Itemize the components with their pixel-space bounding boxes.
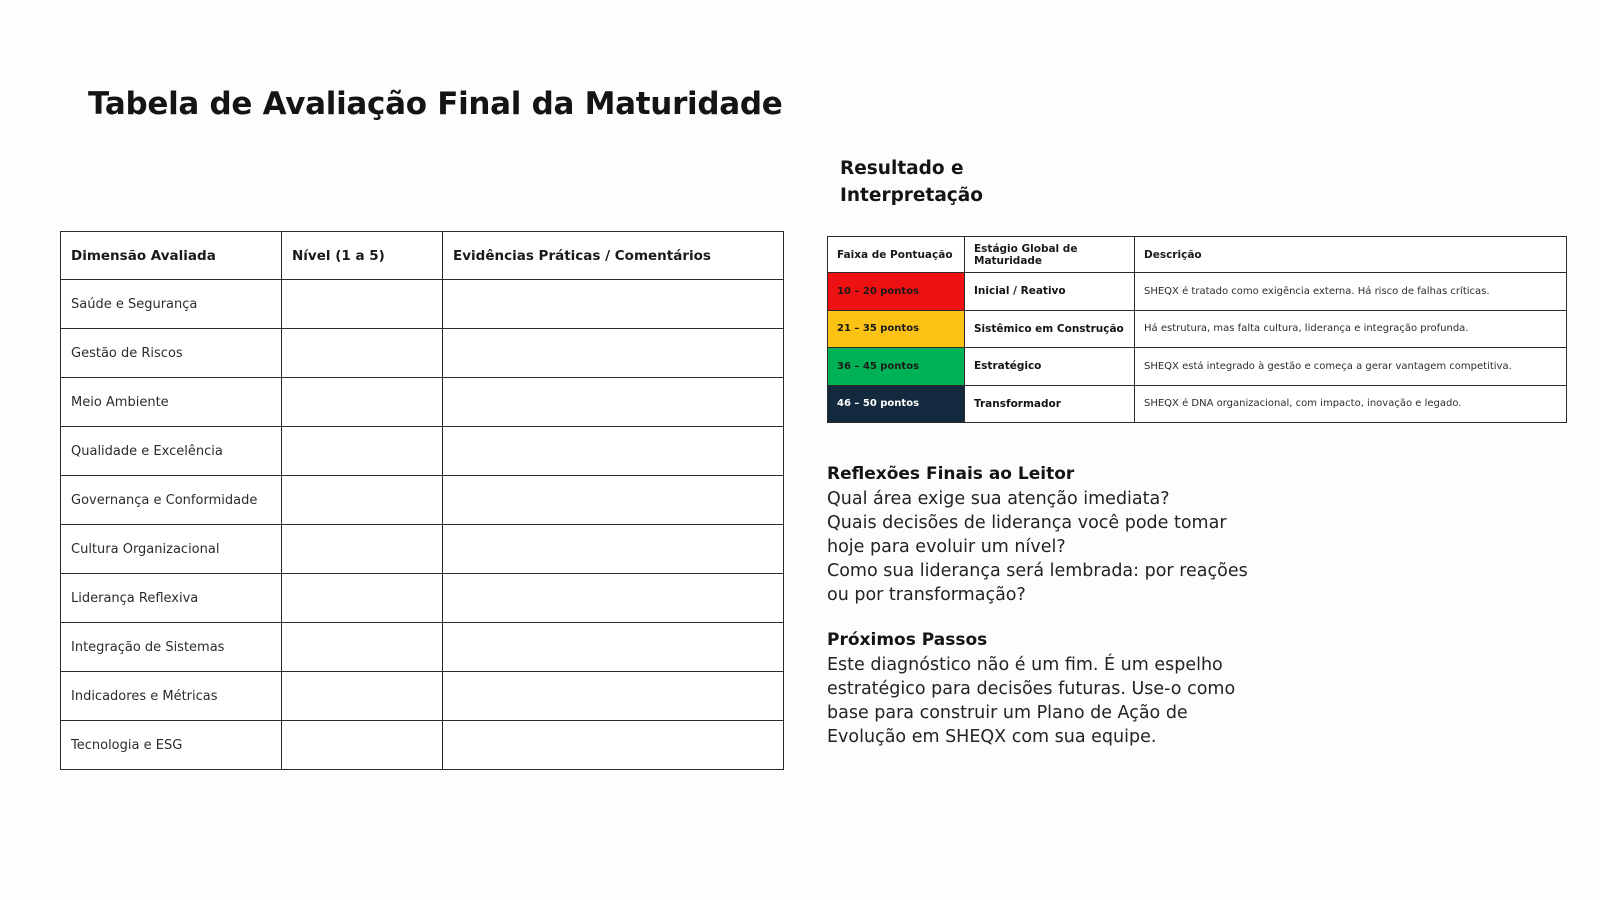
maturity-table-header-row (61, 232, 784, 280)
cell-evidence-input[interactable] (443, 378, 784, 427)
result-heading-line-2: Interpretação (840, 185, 983, 206)
header-band: Faixa de Pontuação (828, 237, 965, 273)
scoring-table (827, 236, 1567, 423)
cell-stage-description: SHEQX é tratado como exigência externa. Há risco de falhas críticas. (1135, 273, 1567, 311)
reflections-lines (827, 487, 1263, 607)
table-row (828, 348, 1567, 386)
header-evidence: Evidências Práticas / Comentários (443, 232, 784, 280)
table-row (61, 721, 784, 770)
next-steps-heading: Próximos Passos (827, 630, 988, 650)
cell-evidence-input[interactable] (443, 427, 784, 476)
cell-dimension: Meio Ambiente (61, 378, 282, 427)
cell-evidence-input[interactable] (443, 525, 784, 574)
cell-level-input[interactable] (282, 623, 443, 672)
reflections-heading: Reflexões Finais ao Leitor (827, 464, 1075, 484)
cell-level-input[interactable] (282, 672, 443, 721)
cell-level-input[interactable] (282, 721, 443, 770)
cell-stage-description: SHEQX é DNA organizacional, com impacto, inovação e legado. (1135, 385, 1567, 423)
table-row (61, 427, 784, 476)
next-steps-section (827, 628, 1263, 749)
reflections-section (827, 462, 1263, 607)
cell-evidence-input[interactable] (443, 721, 784, 770)
reflection-question: Qual área exige sua atenção imediata? (827, 489, 1170, 509)
result-heading-line-1: Resultado e (840, 158, 964, 179)
cell-level-input[interactable] (282, 476, 443, 525)
cell-dimension: Tecnologia e ESG (61, 721, 282, 770)
cell-evidence-input[interactable] (443, 329, 784, 378)
table-row (61, 329, 784, 378)
cell-evidence-input[interactable] (443, 672, 784, 721)
cell-dimension: Liderança Reflexiva (61, 574, 282, 623)
cell-maturity-stage: Sistêmico em Construção (965, 310, 1135, 348)
maturity-table-body (61, 280, 784, 770)
next-steps-body: Este diagnóstico não é um fim. É um espelho estratégico para decisões futuras. Use-o como base para construir um Plano de Ação de Evolução em SHEQX com sua equipe. (827, 655, 1236, 747)
cell-stage-description: Há estrutura, mas falta cultura, liderança e integração profunda. (1135, 310, 1567, 348)
cell-level-input[interactable] (282, 329, 443, 378)
cell-dimension: Cultura Organizacional (61, 525, 282, 574)
cell-dimension: Gestão de Riscos (61, 329, 282, 378)
header-stage: Estágio Global de Maturidade (965, 237, 1135, 273)
maturity-table (60, 231, 784, 770)
result-section-heading (840, 155, 1070, 209)
scoring-table-container (827, 236, 1567, 423)
cell-level-input[interactable] (282, 525, 443, 574)
table-row (61, 574, 784, 623)
table-row (828, 385, 1567, 423)
cell-score-band: 36 – 45 pontos (828, 348, 965, 386)
cell-stage-description: SHEQX está integrado à gestão e começa a gerar vantagem competitiva. (1135, 348, 1567, 386)
reflection-question: Como sua liderança será lembrada: por reações ou por transformação? (827, 561, 1248, 605)
table-row (828, 310, 1567, 348)
cell-evidence-input[interactable] (443, 574, 784, 623)
cell-score-band: 46 – 50 pontos (828, 385, 965, 423)
cell-dimension: Integração de Sistemas (61, 623, 282, 672)
table-row (61, 672, 784, 721)
table-row (828, 273, 1567, 311)
cell-dimension: Saúde e Segurança (61, 280, 282, 329)
scoring-table-header-row (828, 237, 1567, 273)
cell-evidence-input[interactable] (443, 280, 784, 329)
cell-score-band: 10 – 20 pontos (828, 273, 965, 311)
table-row (61, 280, 784, 329)
table-row (61, 476, 784, 525)
header-description: Descrição (1135, 237, 1567, 273)
cell-maturity-stage: Transformador (965, 385, 1135, 423)
cell-dimension: Indicadores e Métricas (61, 672, 282, 721)
reflection-question: Quais decisões de liderança você pode tomar hoje para evoluir um nível? (827, 513, 1227, 557)
cell-maturity-stage: Estratégico (965, 348, 1135, 386)
table-row (61, 378, 784, 427)
header-level: Nível (1 a 5) (282, 232, 443, 280)
table-row (61, 623, 784, 672)
cell-level-input[interactable] (282, 427, 443, 476)
cell-maturity-stage: Inicial / Reativo (965, 273, 1135, 311)
cell-level-input[interactable] (282, 378, 443, 427)
cell-dimension: Qualidade e Excelência (61, 427, 282, 476)
page-title: Tabela de Avaliação Final da Maturidade (88, 86, 783, 122)
table-row (61, 525, 784, 574)
cell-level-input[interactable] (282, 574, 443, 623)
header-dimension: Dimensão Avaliada (61, 232, 282, 280)
maturity-table-container (60, 231, 784, 770)
cell-dimension: Governança e Conformidade (61, 476, 282, 525)
cell-score-band: 21 – 35 pontos (828, 310, 965, 348)
cell-level-input[interactable] (282, 280, 443, 329)
cell-evidence-input[interactable] (443, 476, 784, 525)
cell-evidence-input[interactable] (443, 623, 784, 672)
scoring-table-body (828, 273, 1567, 423)
